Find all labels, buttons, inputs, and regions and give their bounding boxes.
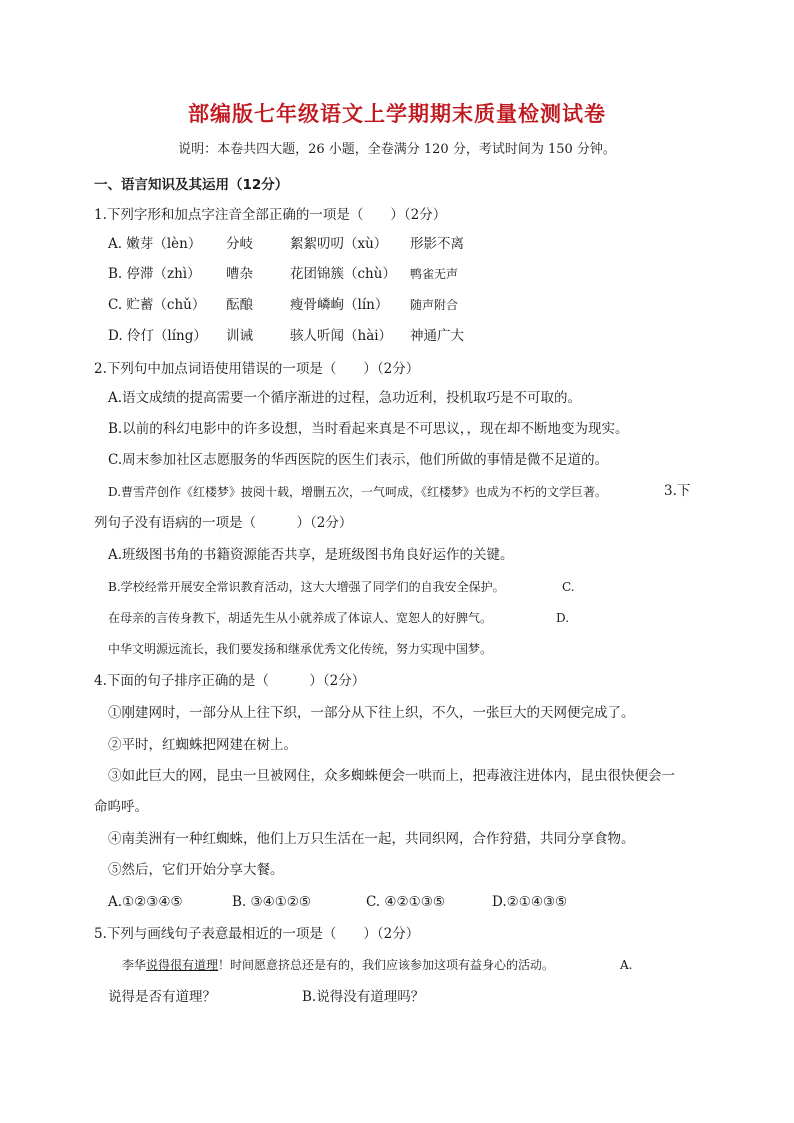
q1-row-d-4: 神通广大 — [410, 328, 464, 344]
q4-option-d: D.②①④③⑤ — [492, 894, 568, 910]
q1-row-a-4: 形影不离 — [410, 236, 464, 252]
page-title: 部编版七年级语文上学期期末质量检测试卷 — [188, 102, 606, 126]
q3-option-d: 中华文明源远流长，我们要发扬和继承优秀文化传统，努力实现中国梦。 — [108, 642, 493, 656]
q4-option-a: A.①②③④⑤ — [108, 894, 183, 910]
q1-row-c-3: 瘦骨嶙峋（lín） — [290, 297, 389, 313]
q5-underlined-phrase: 说得很有道理 — [146, 958, 219, 972]
q3-option-c-label: C. — [562, 580, 575, 594]
q5-option-a-label: A. — [620, 958, 633, 972]
q4-stem: 4.下面的句子排序正确的是（ ）（2分） — [94, 673, 366, 689]
exam-note: 说明：本卷共四大题，26 小题，全卷满分 120 分，考试时间为 150 分钟。 — [178, 142, 616, 157]
section-heading: 一、语言知识及其运用（12分） — [94, 177, 289, 193]
q5-sentence-post: ！时间愿意挤总还是有的，我们应该参加这项有益身心的活动。 — [218, 958, 555, 972]
q4-sentence-2: ②平时，红蜘蛛把网建在树上。 — [108, 737, 297, 753]
q1-row-d-3: 骇人听闻（hài） — [290, 328, 393, 344]
q1-row-b-1: B. 停滞（zhì） — [108, 266, 201, 282]
q1-row-b-4: 鸭雀无声 — [410, 267, 459, 281]
q1-row-c-2: 酝酿 — [226, 297, 253, 313]
q1-row-a-1: A. 嫩芽（lèn） — [108, 236, 202, 252]
q3-option-a: A.班级图书角的书籍资源能否共享，是班级图书角良好运作的关键。 — [108, 547, 514, 563]
q4-sentence-3-cont: 命呜呼。 — [94, 799, 148, 815]
q5-sentence — [122, 954, 554, 976]
q5-sentence-pre: 李华 — [122, 958, 147, 972]
q3-number: 3.下 — [664, 483, 691, 499]
q4-sentence-5: ⑤然后，它们开始分享大餐。 — [108, 862, 284, 878]
q1-row-a-3: 絮絮叨叨（xù） — [290, 236, 388, 252]
q1-row-d-1: D. 伶仃（líng） — [108, 328, 207, 344]
q5-option-a: 说得是否有道理？ — [108, 989, 216, 1005]
q3-option-d-label: D. — [556, 611, 570, 625]
q1-row-a-2: 分岐 — [226, 236, 253, 252]
q2-option-c: C.周末参加社区志愿服务的华西医院的医生们表示，他们所做的事情是微不足道的。 — [108, 452, 609, 468]
q1-row-c-1: C. 贮蓄（chǔ） — [108, 297, 206, 313]
q2-option-d: D.曹雪芹创作《红楼梦》披阅十载，增删五次，一气呵成，《红楼梦》也成为不朽的文学巨著。 — [108, 485, 608, 499]
q1-row-c-4: 随声附合 — [410, 298, 459, 312]
q2-option-b: B.以前的科幻电影中的许多设想，当时看起来真是不可思议，，现在却不断地变为现实。 — [108, 421, 629, 437]
q1-row-b-3: 花团锦簇（chù） — [290, 266, 396, 282]
q4-sentence-3: ③如此巨大的网，昆虫一旦被网住，众多蜘蛛便会一哄而上，把毒液注进体内，昆虫很快便会一 — [108, 768, 675, 784]
q4-option-c: C. ④②①③⑤ — [366, 894, 445, 910]
q3-option-c: 在母亲的言传身教下，胡适先生从小就养成了体谅人、宽恕人的好脾气。 — [108, 611, 493, 625]
q4-sentence-4: ④南美洲有一种红蜘蛛，他们上万只生活在一起，共同织网，合作狩猎，共同分享食物。 — [108, 831, 635, 847]
q1-row-d-2: 训诫 — [226, 328, 253, 344]
q5-stem: 5.下列与画线句子表意最相近的一项是（ ）（2分） — [94, 926, 420, 942]
q5-option-b: B.说得没有道理吗？ — [302, 989, 425, 1005]
q1-stem: 1.下列字形和加点字注音全部正确的一项是（ ）（2分） — [94, 207, 447, 223]
q4-option-b: B. ③④①②⑤ — [232, 894, 312, 910]
q2-option-a: A.语文成绩的提高需要一个循序渐进的过程，急功近利，投机取巧是不可取的。 — [108, 390, 582, 406]
q2-stem: 2.下列句中加点词语使用错误的一项是（ ）（2分） — [94, 361, 420, 377]
q3-option-b: B.学校经常开展安全常识教育活动，这大大增强了同学们的自我安全保护。 — [108, 580, 505, 594]
q4-sentence-1: ①刚建网时，一部分从上往下织，一部分从下往上织，不久，一张巨大的天网便完成了。 — [108, 705, 635, 721]
q3-stem: 列句子没有语病的一项是（ ）（2分） — [94, 515, 353, 531]
q1-row-b-2: 嘈杂 — [226, 266, 253, 282]
